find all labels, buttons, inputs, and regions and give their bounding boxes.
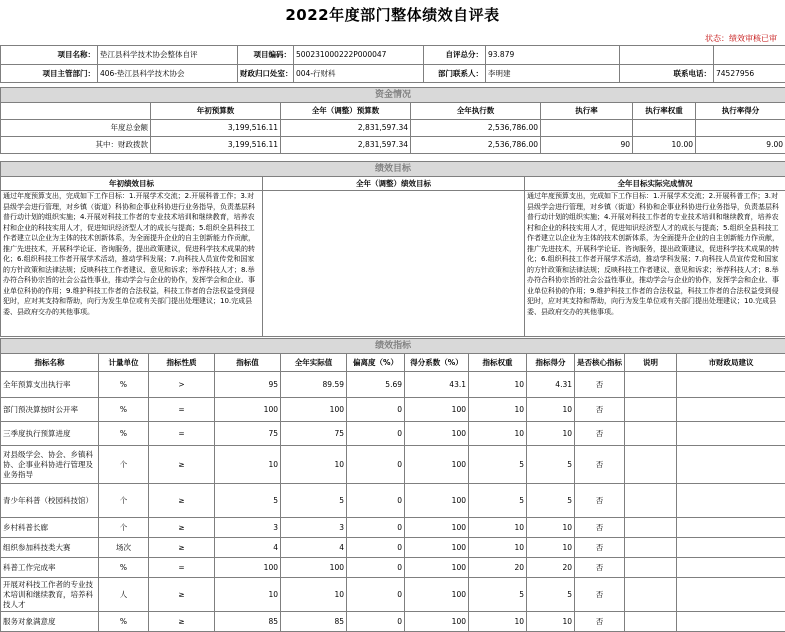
indicator-cell: 10 [281, 446, 347, 484]
indicator-cell: = [149, 398, 215, 422]
indicator-cell: 0 [347, 538, 405, 558]
indicator-cell: 0 [347, 484, 405, 518]
indicator-cell: 场次 [99, 538, 149, 558]
project-code: 500231000222P000047 [294, 46, 424, 65]
indicator-cell: 否 [575, 518, 625, 538]
indicator-cell [625, 422, 677, 446]
indicator-name: 三季度执行预算进度 [1, 422, 99, 446]
funds-cell [696, 120, 785, 137]
indicator-cell [625, 398, 677, 422]
indicator-cell: 100 [405, 518, 469, 538]
indicator-cell [677, 446, 785, 484]
indicator-cell: 75 [281, 422, 347, 446]
project-name: 垫江县科学技术协会整体自评 [98, 46, 238, 65]
indicator-header: 指标性质 [149, 354, 215, 372]
indicator-cell: ≥ [149, 446, 215, 484]
indicator-cell: 85 [281, 612, 347, 632]
indicator-name: 乡村科普长廊 [1, 518, 99, 538]
indicator-cell: 个 [99, 484, 149, 518]
indicator-cell: 个 [99, 446, 149, 484]
indicator-cell: 43.1 [405, 372, 469, 398]
indicator-cell: 10 [469, 422, 527, 446]
indicator-cell: 否 [575, 398, 625, 422]
contact-value: 李明建 [486, 65, 620, 83]
goal-actual-text: 通过年度预算支出，完成如下工作目标：1.开展学术交流；2.开展科普工作；3.对县级学会进行管理，对乡镇（街道）科协和企事业科协进行业务指导，负责基层科普行动计划的组织实施；4.开展对科技工作者的专业技术培训和继续教育，培养农村和企业的科技实用人才，促进知识经济型人才的成长与提高；5.组织全县科技工作者建立以企业为主体的技术创新体系，为全面提升企业的自主创新能力作贡献，推广先进技术，开展科学论证、咨询服务，提出政策建议，促进科学技术成果的转化；6.组织科技工作者开展学术活动，推动学科发展；7.向科技人员宣传党和国家的方针政策和法律法规；反映科技工作者建议、意见和诉求；举荐科技人才；8.举办符合科协宗旨的社会公益性事业，推动学会与企业的协作，发挥学会和企业、事业单位科协的作用；9.维护科技工作者的合法权益，科技工作者的合法权益受到侵犯时，应对其支持和帮助，向行为发生单位或有关部门提出处理建议；10.完成县委、县政府交办的其他事项。 [525, 191, 785, 337]
funds-cell: 10.00 [633, 137, 696, 154]
indicator-cell: 人 [99, 578, 149, 612]
indicator-header: 指标权重 [469, 354, 527, 372]
indicator-cell: ≥ [149, 484, 215, 518]
indicator-row [1, 558, 785, 578]
indicator-cell: 10 [469, 372, 527, 398]
funds-table [0, 87, 785, 154]
indicator-cell: 10 [281, 578, 347, 612]
indicator-cell [625, 446, 677, 484]
indicator-cell: > [149, 372, 215, 398]
indicator-cell [677, 372, 785, 398]
indicator-cell: 3 [215, 518, 281, 538]
indicator-cell: 100 [215, 398, 281, 422]
indicator-cell: 5 [469, 446, 527, 484]
indicator-cell: 100 [281, 558, 347, 578]
indicator-cell: 5 [469, 578, 527, 612]
indicator-header: 偏离度（%） [347, 354, 405, 372]
goals-table [0, 161, 785, 337]
indicator-cell: 85 [215, 612, 281, 632]
indicator-cell: 100 [405, 538, 469, 558]
funds-cell: 2,831,597.34 [281, 120, 411, 137]
office-value: 004-行财科 [294, 65, 424, 83]
indicator-cell: 否 [575, 484, 625, 518]
project-name-label: 项目名称： [1, 46, 98, 65]
indicator-cell: 100 [405, 484, 469, 518]
indicator-row [1, 372, 785, 398]
indicator-cell: = [149, 422, 215, 446]
indicator-cell: 否 [575, 446, 625, 484]
funds-header: 全年（调整）预算数 [281, 103, 411, 120]
indicator-cell: 10 [527, 518, 575, 538]
funds-header: 执行率 [541, 103, 633, 120]
indicator-cell: 10 [469, 612, 527, 632]
indicator-cell: 10 [527, 612, 575, 632]
goals-section-title: 绩效目标 [1, 162, 785, 177]
indicator-cell: 100 [405, 558, 469, 578]
indicator-row [1, 518, 785, 538]
indicator-cell [625, 538, 677, 558]
indicator-cell: 100 [405, 398, 469, 422]
indicator-cell: 5 [469, 484, 527, 518]
funds-cell: 2,831,597.34 [281, 137, 411, 154]
indicator-name: 开展对科技工作者的专业技术培训和继续教育，培养科技人才 [1, 578, 99, 612]
indicator-cell: = [149, 558, 215, 578]
project-code-label: 项目编码： [238, 46, 294, 65]
indicator-cell [625, 484, 677, 518]
indicator-cell: 否 [575, 538, 625, 558]
funds-cell: 9.00 [696, 137, 785, 154]
indicator-cell: 5 [527, 484, 575, 518]
score-value: 93.879 [486, 46, 620, 65]
phone-label: 联系电话： [620, 65, 714, 83]
indicator-cell [625, 518, 677, 538]
indicator-cell: 0 [347, 422, 405, 446]
indicator-cell: 4.31 [527, 372, 575, 398]
indicator-name: 组织参加科技类大赛 [1, 538, 99, 558]
indicator-cell [625, 558, 677, 578]
indicator-cell: 10 [469, 538, 527, 558]
indicator-name: 全年预算支出执行率 [1, 372, 99, 398]
funds-header: 执行率得分 [696, 103, 785, 120]
status-badge: 状态：绩效审核已审 [705, 33, 777, 44]
indicator-cell: 100 [215, 558, 281, 578]
funds-header: 全年执行数 [411, 103, 541, 120]
indicator-cell: 5 [281, 484, 347, 518]
indicator-cell: 89.59 [281, 372, 347, 398]
indicator-name: 科普工作完成率 [1, 558, 99, 578]
indicator-cell: 个 [99, 518, 149, 538]
phone-value: 74527956 [714, 65, 785, 83]
score-label: 自评总分： [424, 46, 486, 65]
funds-row [1, 137, 785, 154]
indicator-header: 指标名称 [1, 354, 99, 372]
funds-header: 执行率权重 [633, 103, 696, 120]
indicator-cell: 0 [347, 558, 405, 578]
indicator-cell: 10 [527, 398, 575, 422]
indicator-cell: 否 [575, 612, 625, 632]
indicator-cell: 4 [215, 538, 281, 558]
indicator-header: 说明 [625, 354, 677, 372]
indicator-cell: 5 [527, 446, 575, 484]
indicator-cell: % [99, 612, 149, 632]
indicator-cell [677, 578, 785, 612]
indicator-header: 计量单位 [99, 354, 149, 372]
indicator-header: 指标值 [215, 354, 281, 372]
indicator-cell: 100 [405, 422, 469, 446]
indicator-cell: % [99, 422, 149, 446]
indicator-row [1, 484, 785, 518]
indicator-header: 全年实际值 [281, 354, 347, 372]
dept-value: 406-垫江县科学技术协会 [98, 65, 238, 83]
indicator-cell: 否 [575, 558, 625, 578]
indicator-cell [625, 372, 677, 398]
funds-cell: 2,536,786.00 [411, 137, 541, 154]
funds-header: 年初预算数 [151, 103, 281, 120]
indicator-cell: 0 [347, 578, 405, 612]
indicator-cell: 0 [347, 446, 405, 484]
indicator-row [1, 578, 785, 612]
indicator-cell: 3 [281, 518, 347, 538]
indicator-row [1, 538, 785, 558]
indicator-row [1, 398, 785, 422]
goals-header-adjusted: 全年（调整）绩效目标 [263, 177, 525, 191]
funds-row [1, 120, 785, 137]
indicator-cell: 10 [527, 422, 575, 446]
indicator-row [1, 446, 785, 484]
goals-header-actual: 全年目标实际完成情况 [525, 177, 785, 191]
page-title: 2022年度部门整体绩效自评表 [0, 4, 785, 25]
funds-cell: 2,536,786.00 [411, 120, 541, 137]
funds-section-title: 资金情况 [1, 88, 785, 103]
indicator-cell: ≥ [149, 518, 215, 538]
indicator-cell: 100 [405, 446, 469, 484]
indicator-cell: % [99, 398, 149, 422]
indicator-header: 市财政局建议 [677, 354, 785, 372]
indicator-cell [677, 484, 785, 518]
indicator-cell: ≥ [149, 612, 215, 632]
indicator-header: 得分系数（%） [405, 354, 469, 372]
indicator-header: 指标得分 [527, 354, 575, 372]
indicator-name: 部门预决算按时公开率 [1, 398, 99, 422]
indicator-cell: 否 [575, 422, 625, 446]
funds-cell [541, 120, 633, 137]
goals-header-initial: 年初绩效目标 [1, 177, 263, 191]
indicator-cell: 0 [347, 612, 405, 632]
indicator-cell [677, 558, 785, 578]
indicator-cell: 0 [347, 398, 405, 422]
indicator-cell [677, 422, 785, 446]
indicator-cell [677, 538, 785, 558]
indicator-cell: 95 [215, 372, 281, 398]
goal-initial-text: 通过年度预算支出，完成如下工作目标：1.开展学术交流；2.开展科普工作；3.对县级学会进行管理，对乡镇（街道）科协和企事业科协进行业务指导，负责基层科普行动计划的组织实施；4.开展对科技工作者的专业技术培训和继续教育，培养农村和企业的科技实用人才，促进知识经济型人才的成长与提高；5.组织全县科技工作者建立以企业为主体的技术创新体系，为全面提升企业的自主创新能力作贡献，推广先进技术，开展科学论证、咨询服务，提出政策建议，促进科学技术成果的转化；6.组织科技工作者开展学术活动，推动学科发展；7.向科技人员宣传党和国家的方针政策和法律法规；反映科技工作者建议、意见和诉求；举荐科技人才；8.举办符合科协宗旨的社会公益性事业，推动学会与企业的协作，发挥学会和企业、事业单位科协的作用；9.维护科技工作者的合法权益，科技工作者的合法权益受到侵犯时，应对其支持和帮助，向行为发生单位或有关部门提出处理建议；10.完成县委、县政府交办的其他事项。 [1, 191, 263, 337]
dept-label: 项目主管部门： [1, 65, 98, 83]
indicator-cell: 75 [215, 422, 281, 446]
indicator-cell: 10 [215, 446, 281, 484]
indicator-cell [625, 578, 677, 612]
indicator-cell: 4 [281, 538, 347, 558]
indicator-cell: % [99, 372, 149, 398]
goal-adjusted-text [263, 191, 525, 337]
funds-row-label: 年度总金额 [1, 120, 151, 137]
indicator-cell: 5 [215, 484, 281, 518]
indicator-cell: 100 [405, 578, 469, 612]
indicator-name: 青少年科普（校园科技馆） [1, 484, 99, 518]
funds-cell: 90 [541, 137, 633, 154]
funds-row-label: 其中：财政拨款 [1, 137, 151, 154]
indicator-cell: ≥ [149, 538, 215, 558]
funds-cell: 3,199,516.11 [151, 120, 281, 137]
indicator-cell: 100 [281, 398, 347, 422]
indicator-cell: 100 [405, 612, 469, 632]
indicator-cell: 否 [575, 372, 625, 398]
funds-cell [633, 120, 696, 137]
indicator-cell [677, 518, 785, 538]
indicator-cell: 10 [469, 398, 527, 422]
indicators-section-title: 绩效指标 [1, 339, 785, 354]
indicator-cell: ≥ [149, 578, 215, 612]
indicator-cell [677, 398, 785, 422]
indicator-header: 是否核心指标 [575, 354, 625, 372]
indicator-cell: 否 [575, 578, 625, 612]
indicator-name: 服务对象满意度 [1, 612, 99, 632]
indicator-cell: 0 [347, 518, 405, 538]
contact-label: 部门联系人： [424, 65, 486, 83]
indicator-cell: 10 [527, 538, 575, 558]
indicator-cell: % [99, 558, 149, 578]
office-label: 财政归口处室： [238, 65, 294, 83]
funds-cell: 3,199,516.11 [151, 137, 281, 154]
indicator-cell: 5 [527, 578, 575, 612]
indicator-name: 对县级学会、协会、乡镇科协、企事业科协进行管理及业务指导 [1, 446, 99, 484]
indicator-row [1, 422, 785, 446]
indicator-cell: 10 [215, 578, 281, 612]
indicators-table [0, 338, 785, 632]
indicator-cell: 20 [469, 558, 527, 578]
info-table [0, 45, 785, 83]
indicator-cell: 20 [527, 558, 575, 578]
indicator-cell: 5.69 [347, 372, 405, 398]
indicator-cell: 10 [469, 518, 527, 538]
